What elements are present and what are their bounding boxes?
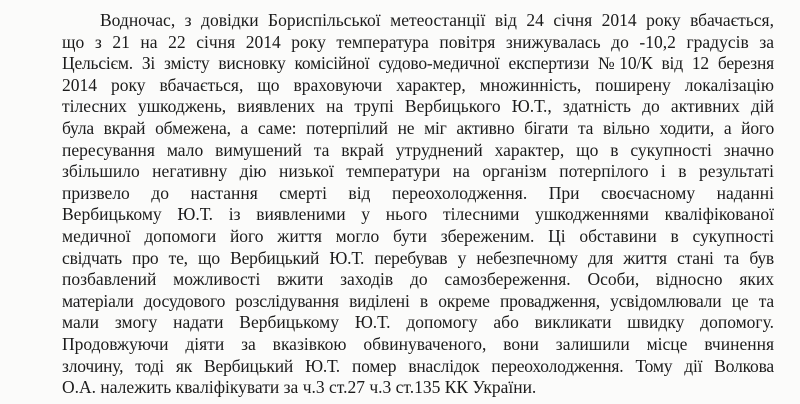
text-line: Вербицькому Ю.Т. із виявленими у нього тілесними ушкодженнями кваліфікованої [62,204,774,225]
text-line: Водночас, з довідки Бориспільської метеостанції від 24 січня 2014 року вбачається, [100,10,774,30]
text-line: мали змогу надати Вербицькому Ю.Т. допомогу або викликати швидку допомогу. [62,312,774,333]
text-line: О.А. належить кваліфікувати за ч.3 ст.27 ч.3 ст.135 КК України. [62,377,537,398]
text-line: злочину, тоді як Вербицький Ю.Т. помер внаслідок переохолодження. Тому дії Волкова [62,355,774,376]
text-line: позбавлений можливості вжити заходів до самозбереження. Особи, відносно яких [62,269,774,290]
document-paragraph [62,10,774,399]
text-line: пересування мало вимушений та вкрай утруднений характер, що в сукупності значно [62,139,774,160]
text-line: Цельсієм. Зі змісту висновку комісійної судово-медичної експертизи №10/К від 12 березня [62,53,774,74]
text-line: медичної допомоги його життя могло бути збереженим. Ці обставини в сукупності [62,225,774,246]
text-line: збільшило негативну дію низької температури на організм потерпілого і в результаті [62,161,774,182]
text-line: матеріали досудового розслідування виділені в окреме провадження, усвідомлювали це та [62,290,774,311]
text-line: Продовжуючи діяти за вказівкою обвинуваченого, вони залишили місце вчинення [62,333,774,354]
text-line: що з 21 на 22 січня 2014 року температура повітря знижувалась до -10,2 градусів за [62,31,774,52]
text-line: була вкрай обмежена, а саме: потерпілий не міг активно бігати та вільно ходити, а його [62,117,774,138]
text-line: свідчать про те, що Вербицький Ю.Т. перебував у небезпечному для життя стані та був [62,247,774,268]
text-line: тілесних ушкоджень, виявлених на трупі Вербицького Ю.Т., здатність до активних дій [62,96,774,117]
text-line: призвело до настання смерті від переохолодження. При своєчасному наданні [62,182,774,203]
text-line: 2014 року вбачається, що враховуючи характер, множинність, поширену локалізацію [62,74,774,95]
